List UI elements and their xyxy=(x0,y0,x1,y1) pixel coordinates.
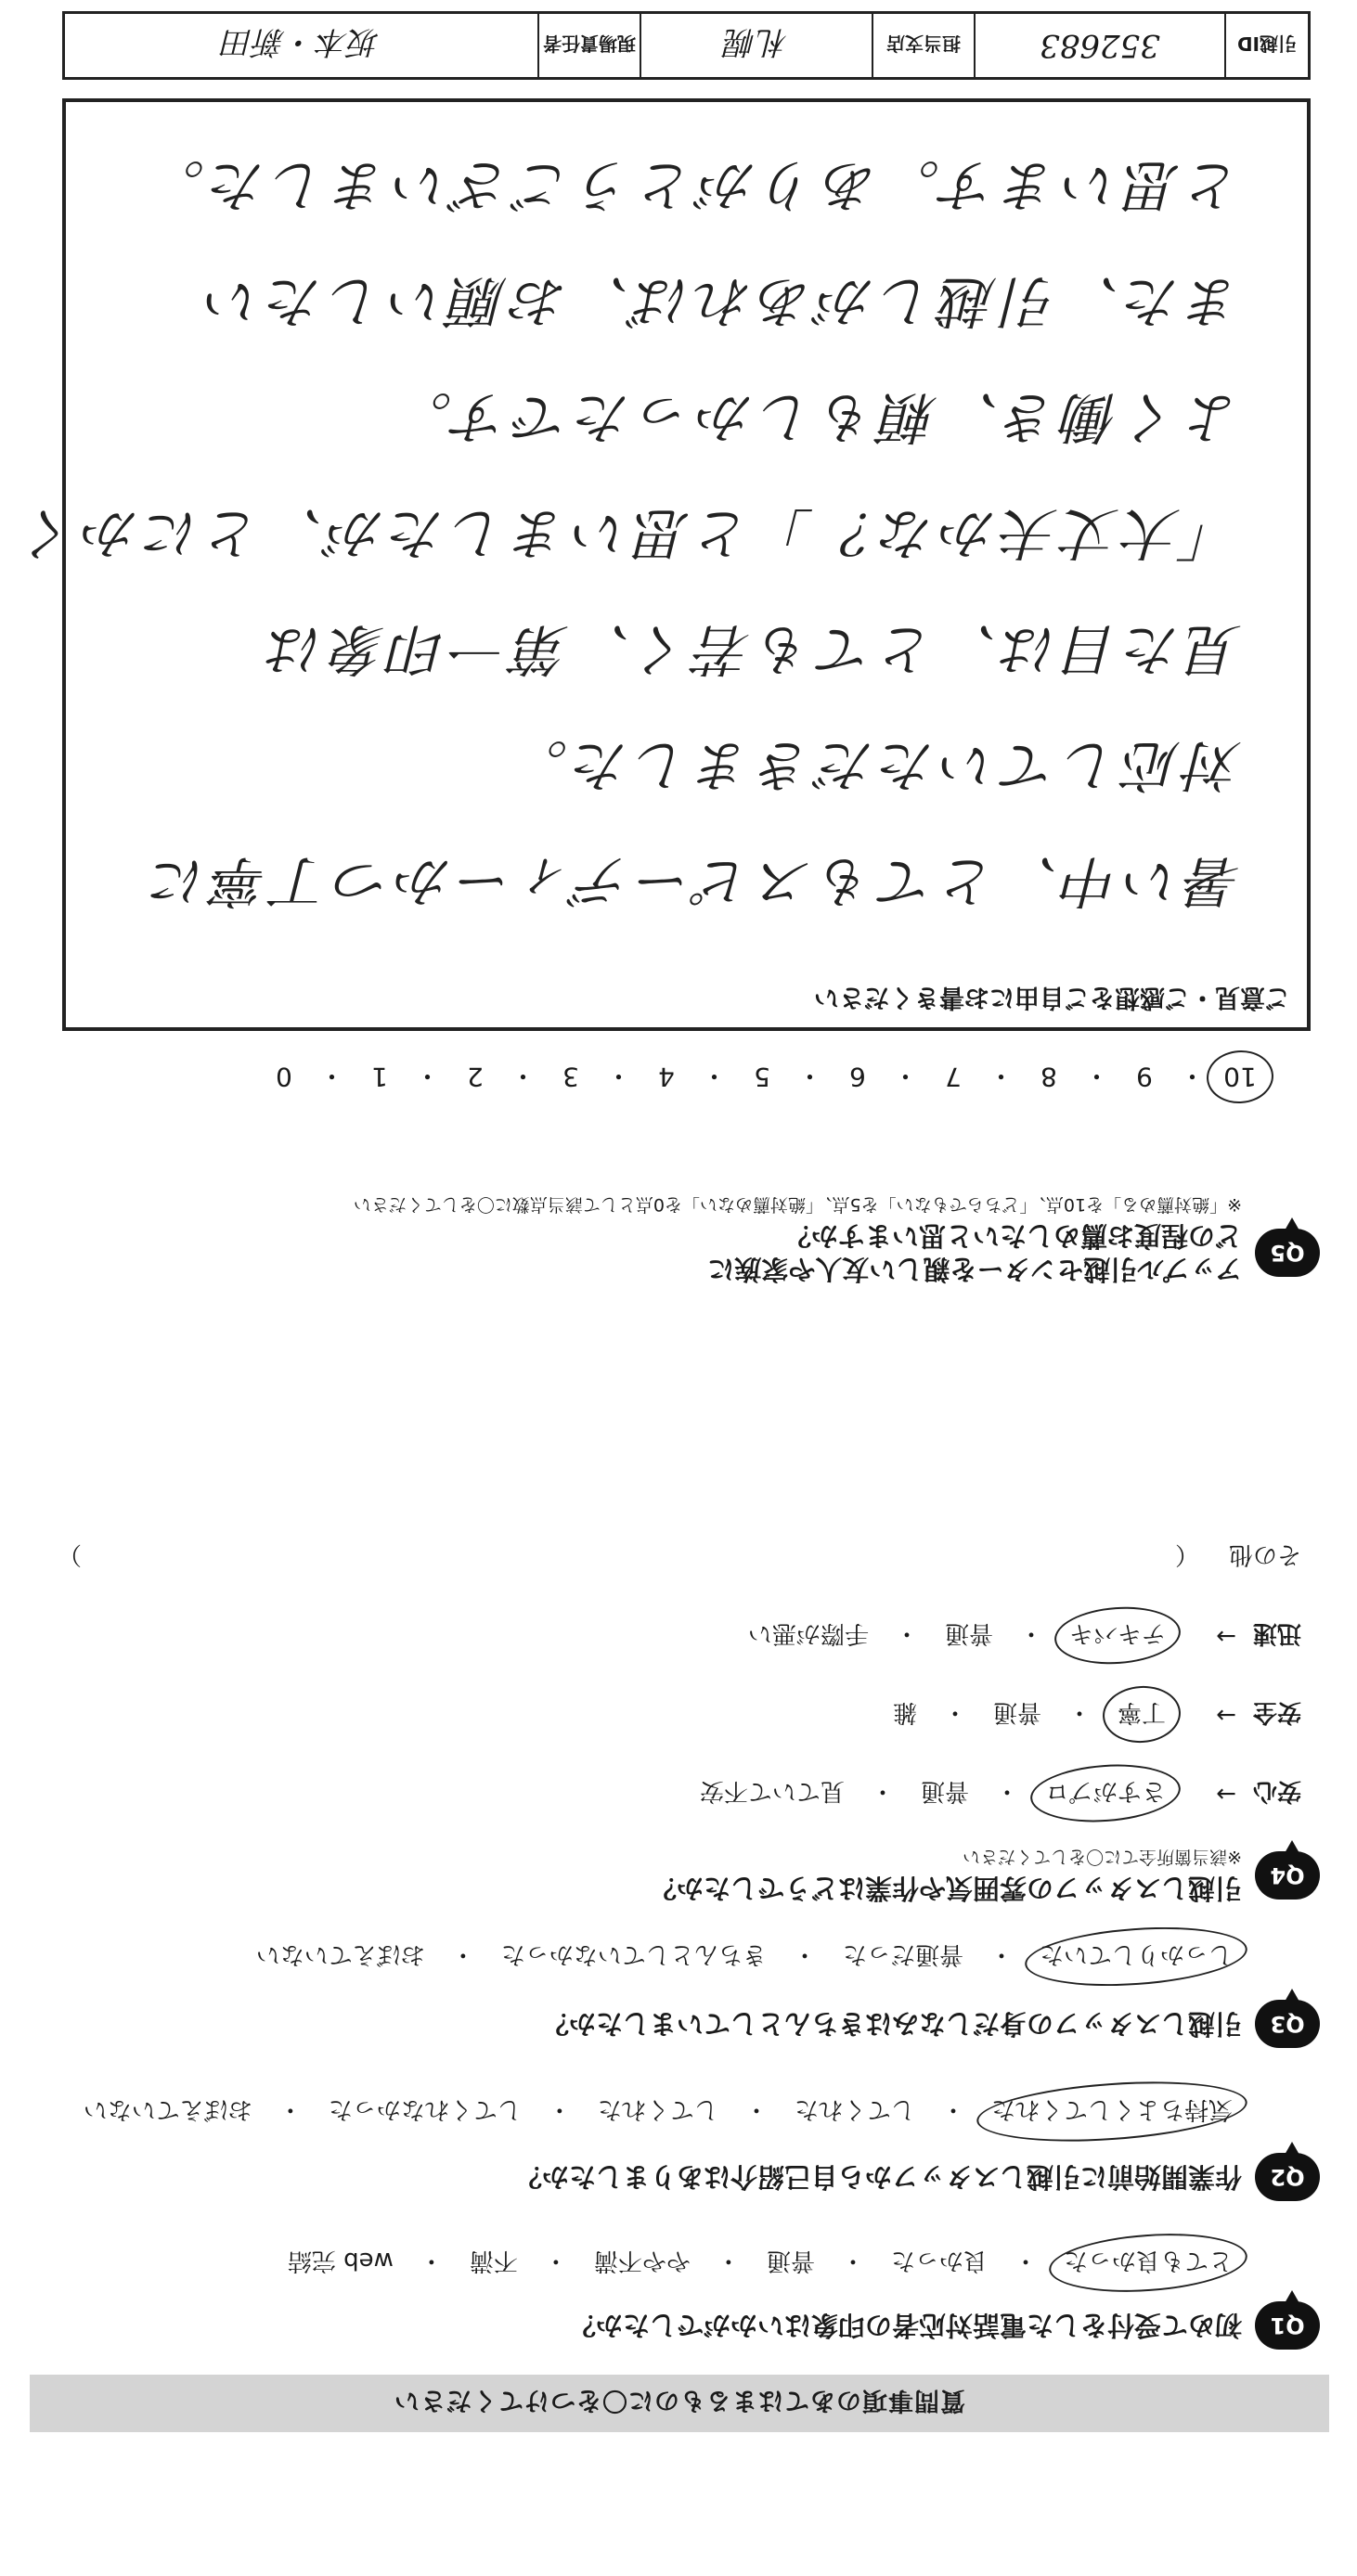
leader-value-cell[interactable] xyxy=(65,14,537,77)
q2-option-2[interactable]: してくれた xyxy=(794,2095,915,2124)
q3-option-4[interactable]: おぼえていない xyxy=(255,1940,425,1969)
id-label-cell xyxy=(1224,14,1308,77)
q1-option-1[interactable]: とても良かった xyxy=(1058,2247,1238,2281)
q4-other-close-paren: ） xyxy=(58,1540,83,1569)
staff-value-cell[interactable] xyxy=(640,14,872,77)
comment-line-1: 暑い中、とてもスピーディーかつ丁寧に xyxy=(146,848,1242,913)
comment-line-6: また、引越しがあれば、お願いしたい xyxy=(200,268,1242,333)
q2-option-5[interactable]: おぼえていない xyxy=(83,2095,252,2124)
q4-row-jinsoku: 迅速 → テキパキ ・ 普通 ・ 手際が悪い xyxy=(743,1615,1301,1657)
q4-note: ※該当箇所全てに〇をしてください xyxy=(963,1847,1242,1868)
q3-badge: Q3 xyxy=(1255,2000,1320,2048)
q4-text: 引越しスタッフの雰囲気や作業はどうでしたか？ xyxy=(649,1872,1242,1904)
arrow-right-icon: → xyxy=(1216,1780,1236,1808)
rating-2[interactable]: 2 xyxy=(467,1062,484,1093)
q1-text: 初めて受付をした電話対応者の印象はいかがでしたか？ xyxy=(568,2310,1242,2342)
q5-rating-scale: 10 ・ 9 ・ 8 ・ 7 ・ 6 ・ 5 ・ 4 ・ 3 ・ 2 ・ 1 ・ 0 xyxy=(58,1050,1264,1105)
q2-question xyxy=(515,2149,1320,2205)
q2-option-4[interactable]: してくれなかった xyxy=(328,2095,522,2124)
rating-8[interactable]: 8 xyxy=(1040,1062,1057,1093)
q4-anshin-option-3[interactable]: 見ていて不安 xyxy=(699,1777,845,1806)
q4-row-label: 迅速 xyxy=(1252,1619,1301,1648)
q4-jinsoku-option-2[interactable]: 普通 xyxy=(944,1619,993,1648)
q4-anshin-option-1[interactable]: さすがプロ xyxy=(1040,1777,1171,1811)
q1-option-4[interactable]: やや不満 xyxy=(593,2247,691,2275)
q4-badge: Q4 xyxy=(1255,1851,1320,1900)
q4-row-label: 安心 xyxy=(1252,1777,1301,1806)
rating-6[interactable]: 6 xyxy=(849,1062,866,1093)
q3-option-3[interactable]: きちんとしていなかった xyxy=(500,1940,767,1969)
id-value-cell[interactable] xyxy=(974,14,1224,77)
q4-row-label: 安全 xyxy=(1252,1698,1301,1727)
instruction-text: 質問事項のあてはまるものに〇をつけてください xyxy=(394,2386,965,2415)
q1-option-3[interactable]: 普通 xyxy=(766,2247,815,2275)
q4-row-other xyxy=(58,1536,1301,1578)
leader-label: 現場責任者 xyxy=(543,32,636,56)
rating-0[interactable]: 0 xyxy=(276,1062,292,1093)
q2-badge: Q2 xyxy=(1255,2153,1320,2201)
q4-anzen-option-1[interactable]: 丁寧 xyxy=(1112,1698,1171,1732)
q1-badge: Q1 xyxy=(1255,2301,1320,2350)
q4-row-anzen: 安全 → 丁寧 ・ 普通 ・ 雑 xyxy=(887,1694,1301,1736)
arrow-right-icon: → xyxy=(1216,1622,1236,1650)
q4-jinsoku-option-3[interactable]: 手際が悪い xyxy=(747,1619,869,1648)
comment-line-3: 見た目は、とても若く、第一印象は xyxy=(263,616,1242,681)
q3-option-2[interactable]: 普通だった xyxy=(842,1940,963,1969)
q3-text: 引越しスタッフの身だしなみはきちんとしていましたか？ xyxy=(541,2008,1242,2041)
id-label: 引越ID xyxy=(1236,32,1298,56)
arrow-right-icon: → xyxy=(1216,1701,1236,1729)
q3-question xyxy=(542,1996,1320,2052)
comment-line-4: 「大丈夫かな？」と思いましたが、とにかく xyxy=(17,500,1242,565)
q2-options: 気持ちよくしてくれた ・ してくれた ・ してくれた ・ してくれなかった ・ おぼえていない xyxy=(78,2092,1238,2132)
q2-option-1[interactable]: 気持ちよくしてくれた xyxy=(986,2095,1238,2130)
q2-text: 作業開始前に引越しスタッフから自己紹介はありましたか？ xyxy=(514,2161,1242,2194)
rating-7[interactable]: 7 xyxy=(945,1062,962,1093)
id-value: 352683 xyxy=(1040,27,1160,64)
q4-other-open-paren: （ xyxy=(1174,1540,1199,1569)
q3-option-1[interactable]: しっかりしていた xyxy=(1034,1940,1238,1975)
staff-label-cell xyxy=(872,14,974,77)
q4-anzen-option-3[interactable]: 雑 xyxy=(892,1698,917,1727)
q5-note: ※「絶対薦める」を10点、「どちらでもない」を5点、「絶対薦めない」を0点として該当点数に〇をしてください xyxy=(353,1194,1242,1216)
leader-label-cell xyxy=(537,14,640,77)
rating-1[interactable]: 1 xyxy=(371,1062,388,1093)
q1-option-2[interactable]: 良かった xyxy=(890,2247,988,2275)
q5-question xyxy=(354,1175,1320,1286)
q4-row-anshin: 安心 → さすがプロ ・ 普通 ・ 見ていて不安 xyxy=(694,1772,1301,1815)
q1-option-6[interactable]: web 完結 xyxy=(287,2247,394,2275)
q1-option-5[interactable]: 不満 xyxy=(469,2247,518,2275)
q3-options: しっかりしていた ・ 普通だった ・ きちんとしていなかった ・ おぼえていない xyxy=(251,1937,1238,1977)
q5-text-line2: どの程度お薦めしたいと思いますか？ xyxy=(783,1219,1242,1252)
q4-question xyxy=(650,1848,1320,1903)
q1-options: とても良かった ・ 良かった ・ 普通 ・ やや不満 ・ 不満 ・ web 完結 xyxy=(282,2243,1238,2284)
rating-3[interactable]: 3 xyxy=(562,1062,579,1093)
q4-other-label: その他 xyxy=(1228,1540,1301,1569)
instruction-bar xyxy=(30,2375,1329,2432)
rating-10[interactable]: 10 xyxy=(1216,1063,1264,1093)
q4-anzen-option-2[interactable]: 普通 xyxy=(992,1698,1041,1727)
comment-line-7: と思います。ありがとうございました。 xyxy=(143,152,1242,217)
q5-badge: Q5 xyxy=(1255,1229,1320,1277)
comment-line-2: 対応していただきました。 xyxy=(507,732,1242,797)
rating-5[interactable]: 5 xyxy=(754,1062,770,1093)
staff-value: 札幌 xyxy=(725,23,788,61)
id-table xyxy=(62,11,1311,80)
leader-value: 坂本・新田 xyxy=(222,23,381,61)
comment-box[interactable] xyxy=(17,98,1311,1031)
staff-label: 担当支店 xyxy=(886,32,961,56)
comment-title: ご意見・ご感想をご自由にお書きください xyxy=(814,983,1290,1011)
rating-4[interactable]: 4 xyxy=(658,1062,675,1093)
q2-option-3[interactable]: してくれた xyxy=(597,2095,718,2124)
rating-9[interactable]: 9 xyxy=(1136,1062,1153,1093)
q1-question xyxy=(569,2298,1320,2353)
q4-jinsoku-option-1[interactable]: テキパキ xyxy=(1064,1619,1171,1654)
q4-anshin-option-2[interactable]: 普通 xyxy=(920,1777,969,1806)
q5-text-line1: アップル引越センターを親しい友人や家族に xyxy=(707,1254,1242,1285)
comment-line-5: よく働き、頼もしかったです。 xyxy=(391,384,1242,449)
